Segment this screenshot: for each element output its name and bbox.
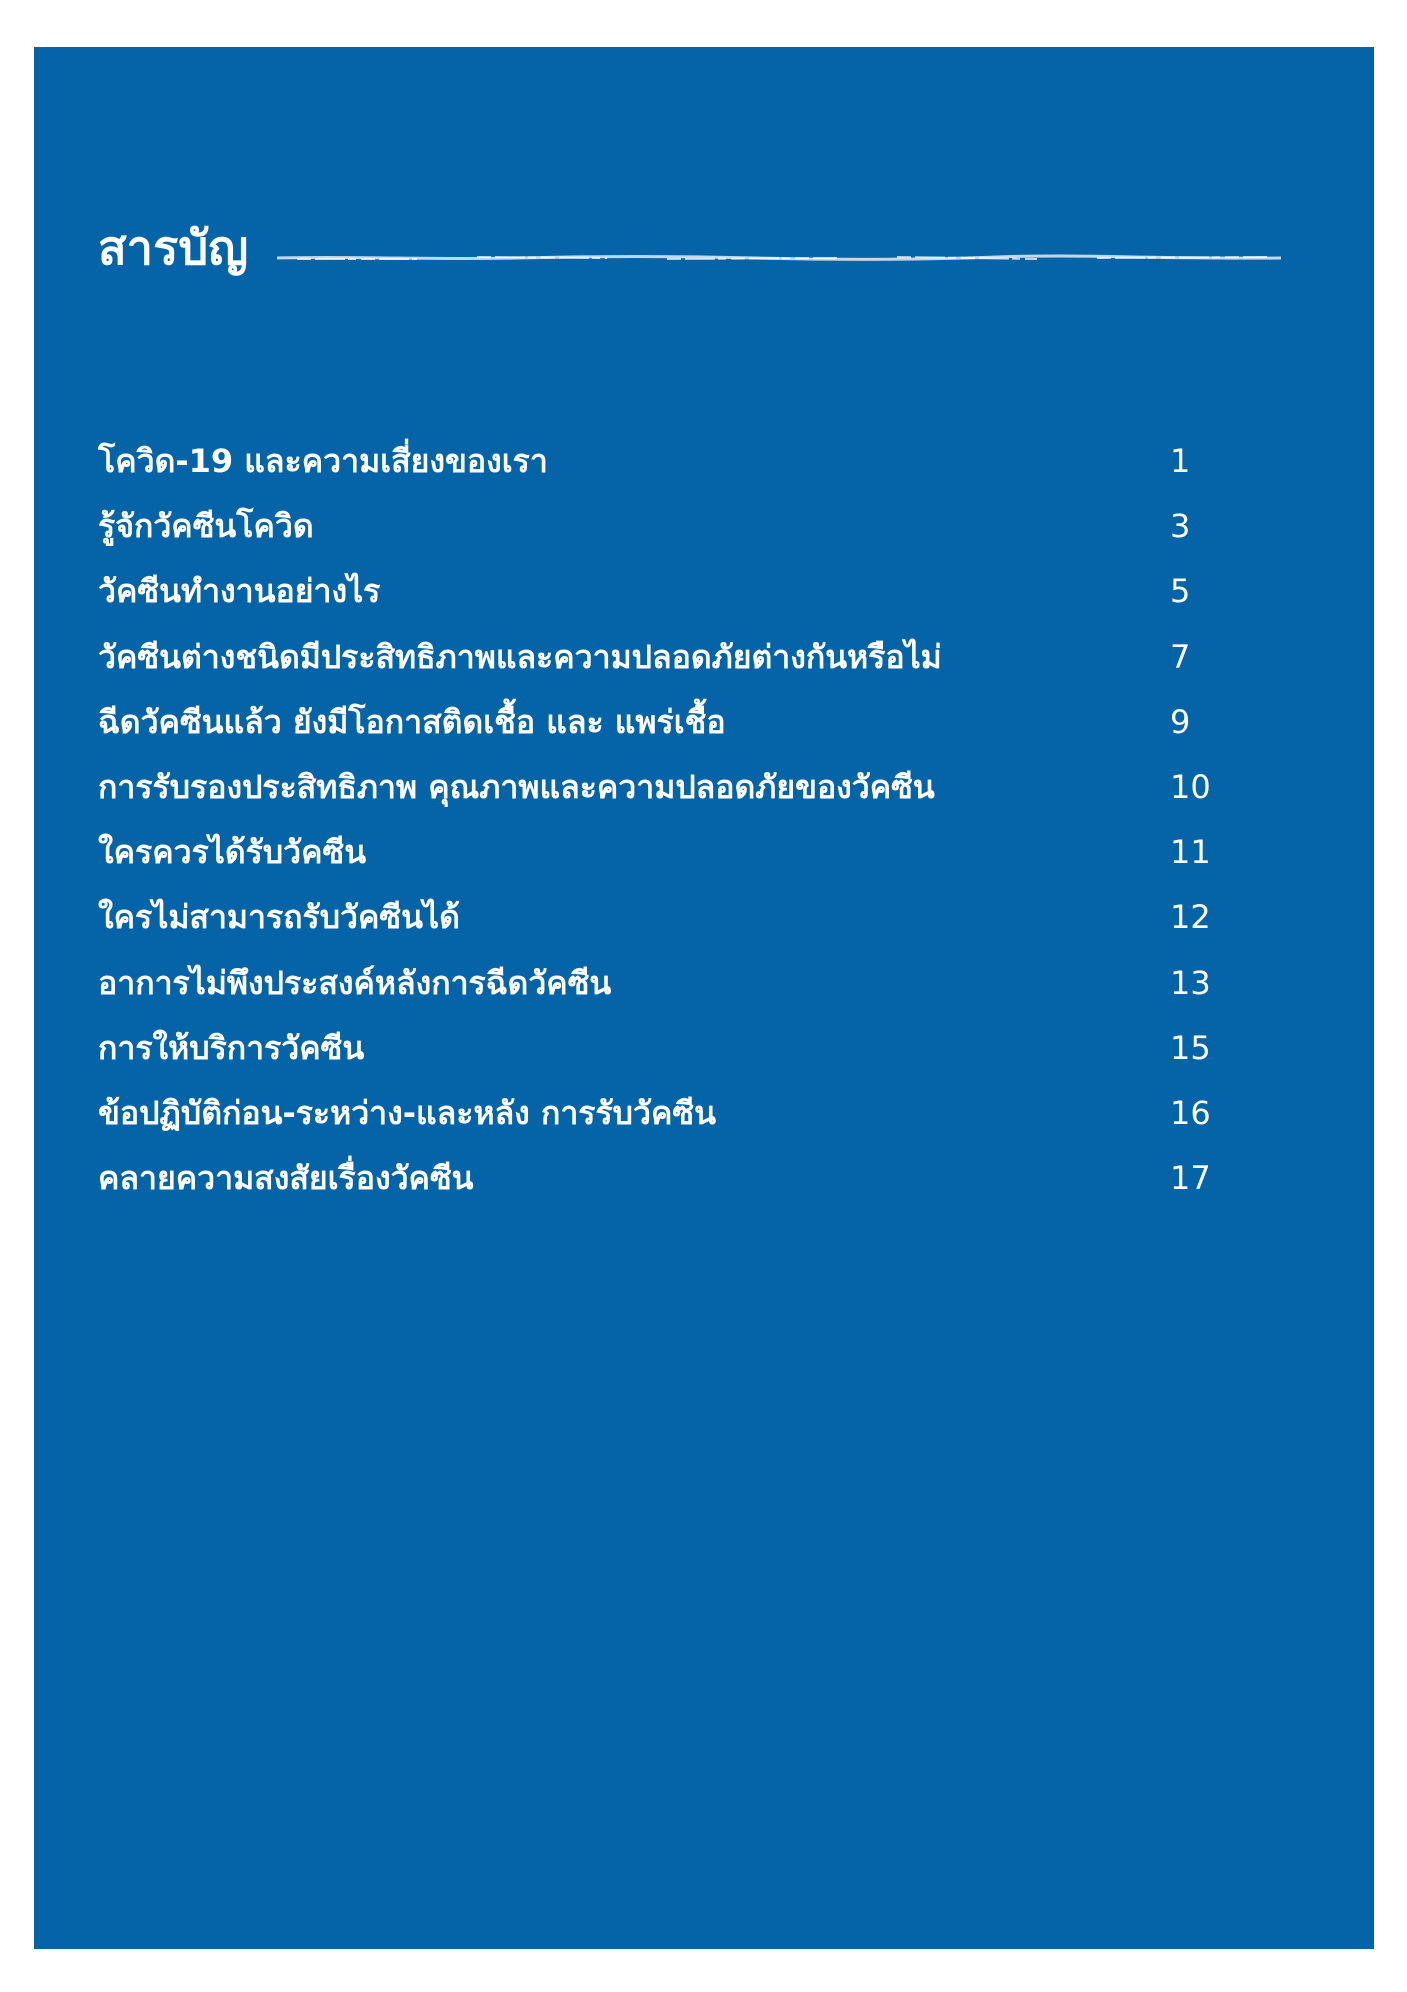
toc-item-label: คลายความสงสัยเรื่องวัคซีน <box>98 1159 474 1198</box>
toc-item-label: การให้บริการวัคซีน <box>98 1028 365 1067</box>
toc-item-page: 10 <box>1170 767 1211 806</box>
toc-item-label: อาการไม่พึงประสงค์หลังการฉีดวัคซีน <box>98 963 612 1002</box>
toc-item-label: ข้อปฏิบัติก่อน-ระหว่าง-และหลัง การรับวัคซีน <box>98 1093 716 1132</box>
toc-item-page: 12 <box>1170 898 1211 937</box>
toc-item[interactable] <box>98 571 1253 636</box>
toc-item-label: ใครไม่สามารถรับวัคซีนได้ <box>98 898 460 937</box>
toc-item-page: 7 <box>1170 637 1191 676</box>
toc-item-label: รู้จักวัคซีนโควิด <box>98 507 314 546</box>
toc-item[interactable] <box>98 441 1253 506</box>
table-of-contents <box>98 441 1253 1223</box>
toc-item[interactable] <box>98 832 1253 897</box>
toc-item-label: โควิด-19 และความเสี่ยงของเรา <box>98 442 548 480</box>
toc-item[interactable] <box>98 1093 1253 1158</box>
toc-item-label: การรับรองประสิทธิภาพ คุณภาพและความปลอดภัยของวัคซีน <box>98 767 935 806</box>
toc-item-page: 11 <box>1170 833 1211 872</box>
toc-item-page: 17 <box>1170 1159 1211 1198</box>
toc-item-page: 5 <box>1170 572 1191 611</box>
toc-item-label: ฉีดวัคซีนแล้ว ยังมีโอกาสติดเชื้อ และ แพร่เชื้อ <box>98 702 726 741</box>
page-title: สารบัญ <box>98 221 249 276</box>
toc-item-page: 1 <box>1170 442 1191 480</box>
toc-item[interactable] <box>98 1028 1253 1093</box>
toc-item-page: 16 <box>1170 1093 1211 1132</box>
toc-item-page: 3 <box>1170 507 1191 546</box>
toc-item[interactable] <box>98 637 1253 702</box>
toc-item[interactable] <box>98 702 1253 767</box>
toc-item-label: วัคซีนทำงานอย่างไร <box>98 572 381 611</box>
toc-item[interactable] <box>98 767 1253 832</box>
toc-item[interactable] <box>98 963 1253 1028</box>
toc-item[interactable] <box>98 506 1253 571</box>
toc-item-label: ใครควรได้รับวัคซีน <box>98 833 367 872</box>
toc-item[interactable] <box>98 897 1253 962</box>
toc-item-label: วัคซีนต่างชนิดมีประสิทธิภาพและความปลอดภัยต่างกันหรือไม่ <box>98 637 942 676</box>
toc-header <box>98 221 249 276</box>
decorative-brush-divider <box>277 253 1281 263</box>
toc-item-page: 9 <box>1170 702 1191 741</box>
toc-item[interactable] <box>98 1158 1253 1223</box>
toc-item-page: 13 <box>1170 963 1211 1002</box>
toc-item-page: 15 <box>1170 1028 1211 1067</box>
